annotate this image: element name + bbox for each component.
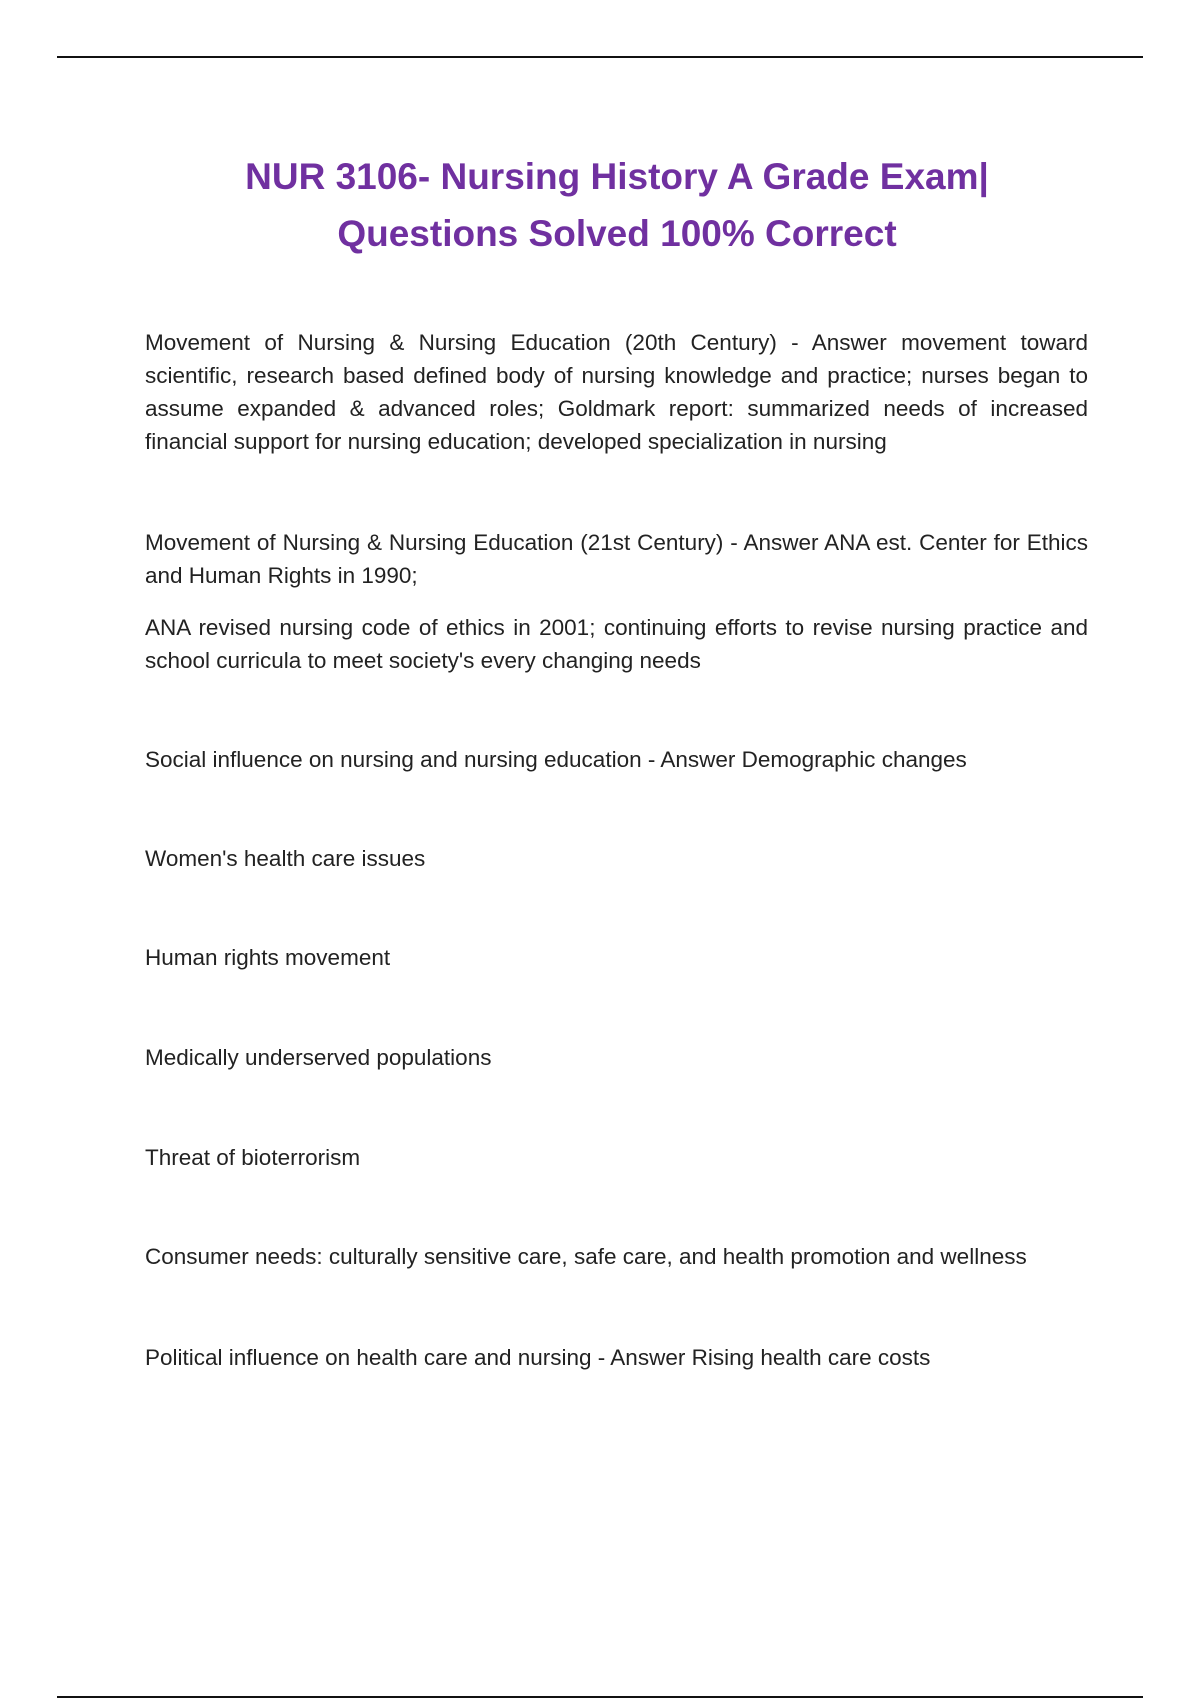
title-line-1: NUR 3106- Nursing History A Grade Exam|: [245, 156, 989, 197]
document-title: [120, 148, 1114, 262]
paragraph-underserved: Medically underserved populations: [145, 1045, 492, 1070]
paragraph-ana-code: ANA revised nursing code of ethics in 2001; continuing efforts to revise nursing practice and school curricula to meet society's every changing needs: [145, 615, 1088, 673]
paragraph-social-influence: Social influence on nursing and nursing education - Answer Demographic changes: [145, 747, 967, 772]
paragraph-political-influence: Political influence on health care and nursing - Answer Rising health care costs: [145, 1345, 931, 1370]
paragraph-bioterrorism: Threat of bioterrorism: [145, 1145, 361, 1170]
paragraph-womens-health: Women's health care issues: [145, 846, 426, 871]
paragraph-20th-century: Movement of Nursing & Nursing Education (20th Century) - Answer movement toward scientific, research based defined body of nursing knowledge and practice; nurses began to assume expanded & advanced roles; Goldmark report: summarized needs of increased financial support for nursing education; developed specialization in nursing: [145, 330, 1088, 454]
paragraph-consumer-needs: Consumer needs: culturally sensitive care, safe care, and health promotion and wellness: [145, 1244, 1027, 1269]
paragraph-human-rights: Human rights movement: [145, 945, 391, 970]
paragraph-21st-century: Movement of Nursing & Nursing Education (21st Century) - Answer ANA est. Center for Ethics and Human Rights in 1990;: [145, 530, 1088, 588]
top-rule: [57, 56, 1143, 58]
bottom-rule: [57, 1696, 1143, 1698]
title-line-2: Questions Solved 100% Correct: [337, 213, 897, 254]
